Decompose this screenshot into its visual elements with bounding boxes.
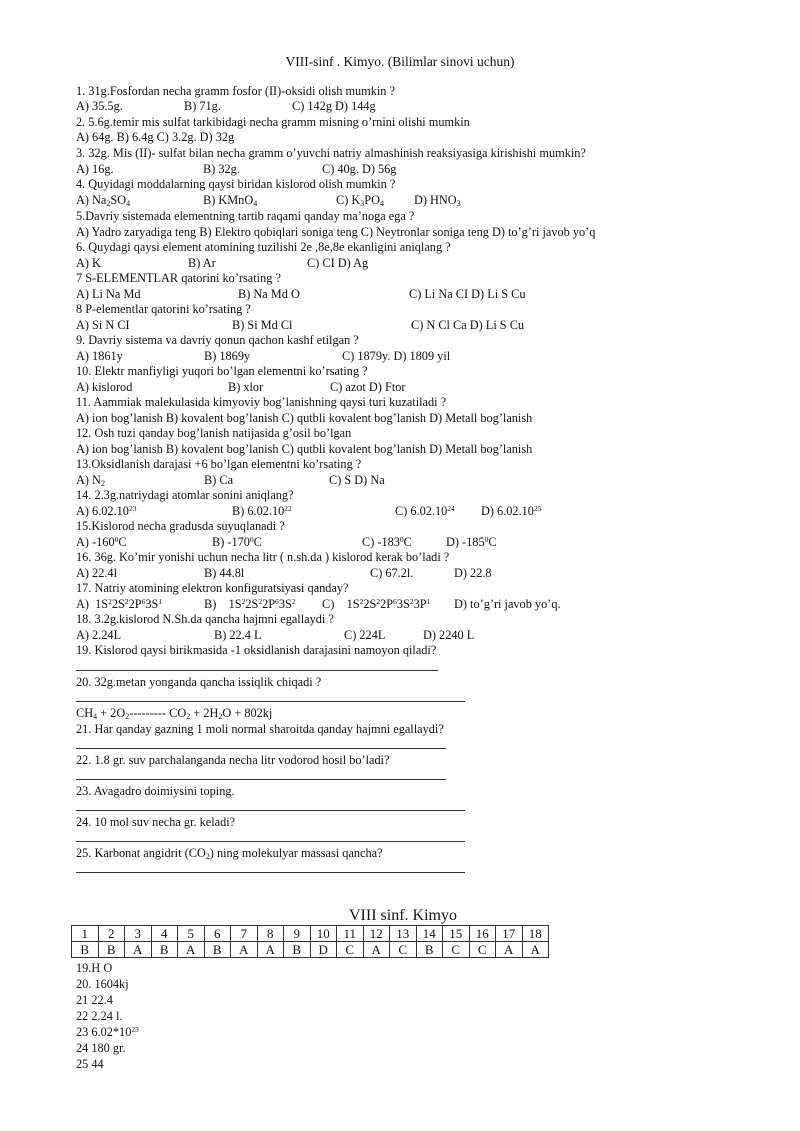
key-answer: D (310, 942, 337, 958)
answer-line-25 (76, 872, 465, 873)
key-number: 8 (257, 926, 284, 942)
question-13-options: A) $N_2$ B) Ca C) S D) Na (76, 473, 385, 488)
key-number: 5 (178, 926, 205, 942)
key-answer: C (469, 942, 496, 958)
question-2-options: A) 64g. B) 6.4g C) 3.2g. D) 32g (76, 130, 235, 144)
key-answer: C (337, 942, 364, 958)
question-14-options: A) 6.02.10$^{23}$ B) 6.02.10$^{22}$ C) 6.02.10$^{24}$ D) 6.02.10$^{25}$ (76, 504, 542, 518)
key-answer: A (125, 942, 152, 958)
key-answer: C (390, 942, 417, 958)
answer-23: 23 $6.02*10^{23}$ (76, 1025, 139, 1039)
question-14: 14. 2.3g.natriydagi atomlar sonini aniqlang? (76, 488, 294, 502)
question-11: 11. Aammiak malekulasida kimyoviy bog’lanishning qaysi turi kuzatiladi ? (76, 395, 447, 409)
key-answer: A (178, 942, 205, 958)
key-number: 11 (337, 926, 364, 942)
question-13: 13.Oksidlanish darajasi +6 bo’lgan elementni ko’rsating ? (76, 457, 362, 471)
key-answer: A (522, 942, 549, 958)
question-9: 9. Davriy sistema va davriy qonun qachon kashf etilgan ? (76, 333, 359, 347)
key-answer: C (443, 942, 470, 958)
question-18: 18. 3.2g.kislorod N.Sh.da qancha hajmni egallaydi ? (76, 612, 334, 626)
answer-line-24 (76, 841, 465, 842)
question-9-options: A) 1861y B) 1869y C) 1879y. D) 1809 yil (76, 349, 451, 363)
question-10-options: A) kislorod B) xlor C) azot D) Ftor (76, 380, 406, 394)
answer-key-answers-row (72, 942, 549, 958)
question-11-options: A) ion bog’lanish B) kovalent bog’lanish C) qutbli kovalent bog’lanish D) Metall bog’lanish (76, 411, 533, 425)
key-number: 6 (204, 926, 231, 942)
question-3-options: A) 16g. B) 32g. C) 40g. D) 56g (76, 162, 397, 176)
question-17-options: A) $1S^22S^22P^63S^1$ B) $1S^22S^22P^63S^2$ C) $1S^22S^22P^63S^23P^1$ D) to’g’ri javob yo’q. (76, 597, 561, 611)
answer-24: 24 180 gr. (76, 1041, 126, 1055)
key-answer: A (363, 942, 390, 958)
question-3: 3. 32g. Mis (II)- sulfat bilan necha gramm o’yuvchi natriy almashinish reaksiyasiga kirishishi mumkin? (76, 146, 586, 160)
key-number: 7 (231, 926, 258, 942)
key-number: 4 (151, 926, 178, 942)
key-answer: B (151, 942, 178, 958)
key-answer: A (496, 942, 523, 958)
answer-20: 20. 1604kj (76, 977, 129, 991)
question-21: 21. Har qanday gazning 1 moli normal sharoitda qanday hajmni egallaydi? (76, 722, 444, 736)
question-7: 7 S-ELEMENTLAR qatorini ko’rsating ? (76, 271, 281, 285)
question-23: 23. Avagadro doimiysini toping. (76, 784, 235, 798)
question-12-options: A) ion bog’lanish B) kovalent bog’lanish C) qutbli kovalent bog’lanish D) Metall bog’lanish (76, 442, 533, 456)
answer-key-table (71, 925, 549, 958)
key-number: 14 (416, 926, 443, 942)
key-number: 10 (310, 926, 337, 942)
question-10: 10. Elektr manfiyligi yuqori bo’lgan elementni ko’rsating ? (76, 364, 368, 378)
question-19: 19. Kislorod qaysi birikmasida -1 oksidlanish darajasini namoyon qiladi? (76, 643, 437, 657)
answer-19: 19.H O (76, 961, 113, 975)
answer-21: 21 22.4 (76, 993, 113, 1007)
question-1-options: A) 35.5g. B) 71g. C) 142g D) 144g (76, 99, 376, 113)
question-18-options: A) 2.24L B) 22.4 L C) 224L D) 2240 L (76, 628, 475, 642)
question-7-options: A) Li Na Md B) Na Md O C) Li Na CI D) Li S Cu (76, 287, 526, 301)
key-number: 9 (284, 926, 311, 942)
key-answer: A (231, 942, 258, 958)
key-number: 18 (522, 926, 549, 942)
key-answer: A (257, 942, 284, 958)
question-5-options: A) Yadro zaryadiga teng B) Elektro qobiqlari soniga teng C) Neytronlar soniga teng D) to’g’ri javob yo’q (76, 225, 596, 239)
answer-key-title: VIII sinf. Kimyo (349, 907, 457, 924)
question-17: 17. Natriy atomining elektron konfiguratsiyasi qanday? (76, 581, 349, 595)
answer-line-19 (76, 670, 438, 671)
key-number: 12 (363, 926, 390, 942)
question-5: 5.Davriy sistemada elementning tartib raqami qanday ma’noga ega ? (76, 209, 415, 223)
answer-25: 25 44 (76, 1057, 104, 1071)
question-24: 24. 10 mol suv necha gr. keladi? (76, 815, 236, 829)
question-8-options: A) Si N CI B) Si Md Cl C) N Cl Ca D) Li S Cu (76, 318, 525, 332)
answer-line-20 (76, 701, 465, 702)
question-4: 4. Quyidagi moddalarning qaysi biridan kislorod olish mumkin ? (76, 177, 396, 191)
question-15: 15.Kislorod necha gradusda suyuqlanadi ? (76, 519, 285, 533)
key-answer: B (204, 942, 231, 958)
question-25: 25. Karbonat angidrit $(CO_2)$ ning molekulyar massasi qancha? (76, 846, 383, 861)
question-20: 20. 32g.metan yonganda qancha issiqlik chiqadi ? (76, 675, 322, 689)
question-12: 12. Osh tuzi qanday bog’lanish natijasida g’osil bo’lgan (76, 426, 352, 440)
key-number: 2 (98, 926, 125, 942)
key-answer: B (98, 942, 125, 958)
question-1: 1. 31g.Fosfordan necha gramm fosfor (II)-oksidi olish mumkin ? (76, 84, 395, 98)
key-number: 16 (469, 926, 496, 942)
question-4-options: A) $Na_2SO_4$ B) KMnO$_4$ C) $K_3PO_4$ D) $HNO_3$ (76, 193, 461, 208)
question-16: 16. 36g. Ko’mir yonishi uchun necha litr ( n.sh.da ) kislorod kerak bo’ladi ? (76, 550, 450, 564)
question-6-options: A) K B) Ar C) CI D) Ag (76, 256, 369, 270)
key-number: 13 (390, 926, 417, 942)
key-number: 1 (72, 926, 99, 942)
key-number: 15 (443, 926, 470, 942)
answer-22: 22 2.24 l. (76, 1009, 123, 1023)
question-2: 2. 5.6g.temir mis sulfat tarkibidagi necha gramm misning o’rnini olishi mumkin (76, 115, 470, 129)
question-6: 6. Quydagi qaysi element atomining tuzilishi 2e ,8e,8e ekanligini aniqlang ? (76, 240, 451, 254)
key-answer: B (284, 942, 311, 958)
question-8: 8 P-elementlar qatorini ko’rsating ? (76, 302, 251, 316)
answer-key-numbers-row (72, 926, 549, 942)
key-number: 17 (496, 926, 523, 942)
question-15-options: A) $-160^0C$ B) $-170^0C$ C) $-183^0C$ D) $-185^0C$ (76, 535, 497, 549)
answer-line-23 (76, 810, 465, 811)
answer-line-22 (76, 779, 446, 780)
question-22: 22. 1.8 gr. suv parchalanganda necha litr vodorod hosil bo’ladi? (76, 753, 390, 767)
page-title: VIII-sinf . Kimyo. (Bilimlar sinovi uchun) (285, 54, 515, 69)
answer-line-21 (76, 748, 446, 749)
key-number: 3 (125, 926, 152, 942)
key-answer: B (72, 942, 99, 958)
question-20-equation: $CH_4 + 2O_2---------$ $CO_2 + 2H_2O + 802kj$ (76, 706, 273, 721)
question-16-options: A) 22.4l B) 44.8l C) 67.2l. D) 22.8 (76, 566, 492, 580)
key-answer: B (416, 942, 443, 958)
